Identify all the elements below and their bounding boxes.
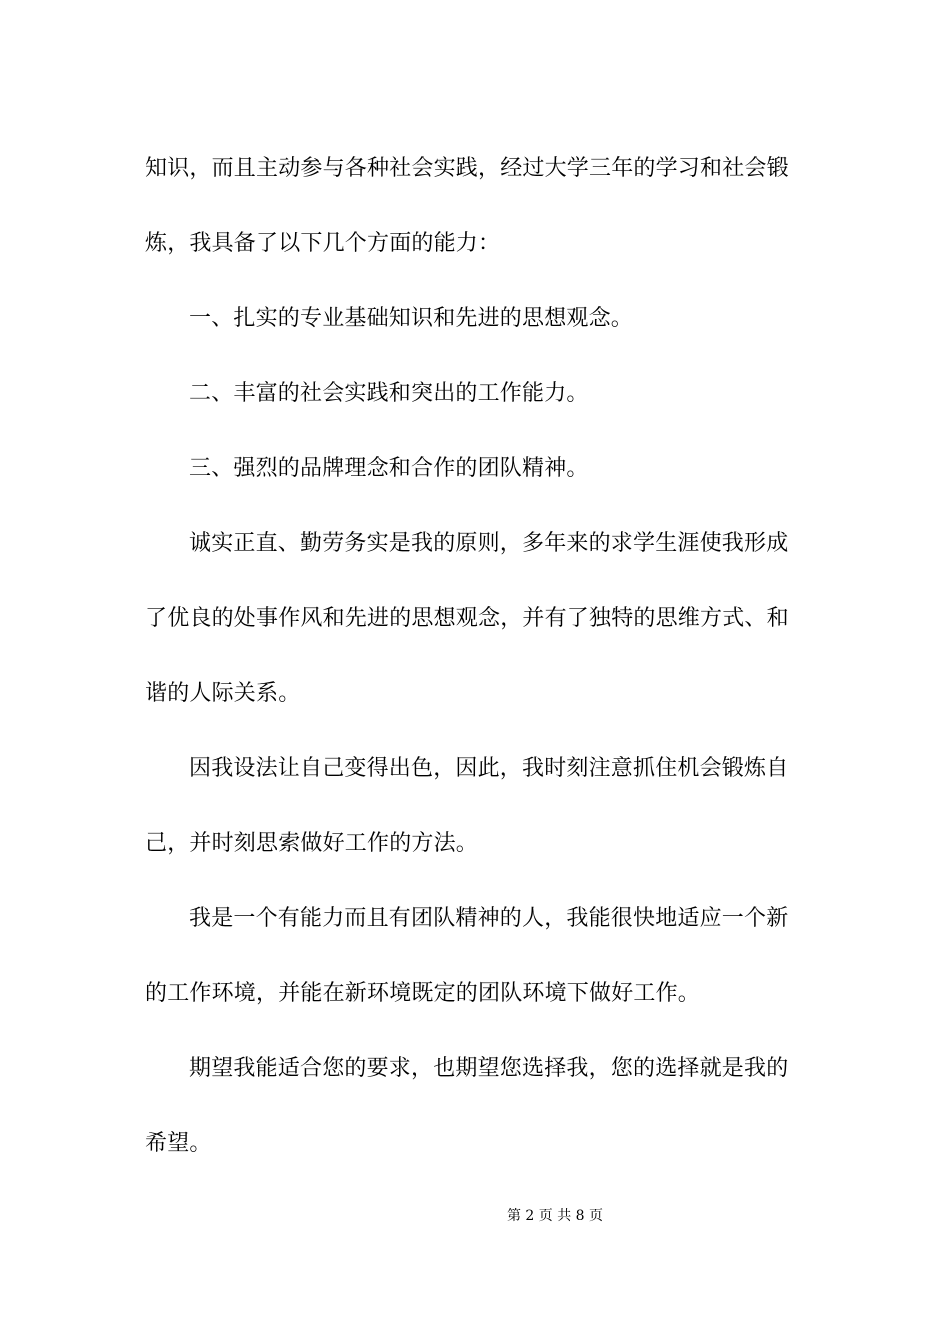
paragraph-3: 二、丰富的社会实践和突出的工作能力。 — [189, 381, 589, 406]
paragraph-1: 知识，而且主动参与各种社会实践，经过大学三年的学习和社会锻炼，我具备了以下几个方面的能力： — [145, 156, 789, 256]
page-footer — [0, 1206, 950, 1226]
paragraph-6: 因我设法让自己变得出色，因此，我时刻注意抓住机会锻炼自己，并时刻思索做好工作的方法。 — [145, 756, 789, 856]
paragraph-8: 期望我能适合您的要求，也期望您选择我，您的选择就是我的希望。 — [145, 1056, 789, 1156]
document-body — [145, 131, 807, 1181]
paragraph-7: 我是一个有能力而且有团队精神的人，我能很快地适应一个新的工作环境，并能在新环境既定的团队环境下做好工作。 — [145, 906, 789, 1006]
paragraph-4: 三、强烈的品牌理念和合作的团队精神。 — [189, 456, 589, 481]
paragraph-5: 诚实正直、勤劳务实是我的原则，多年来的求学生涯使我形成了优良的处事作风和先进的思想观念，并有了独特的思维方式、和谐的人际关系。 — [145, 531, 789, 706]
paragraph-2: 一、扎实的专业基础知识和先进的思想观念。 — [189, 306, 634, 331]
page-number-label: 第 2 页 共 8 页 — [506, 1208, 604, 1224]
